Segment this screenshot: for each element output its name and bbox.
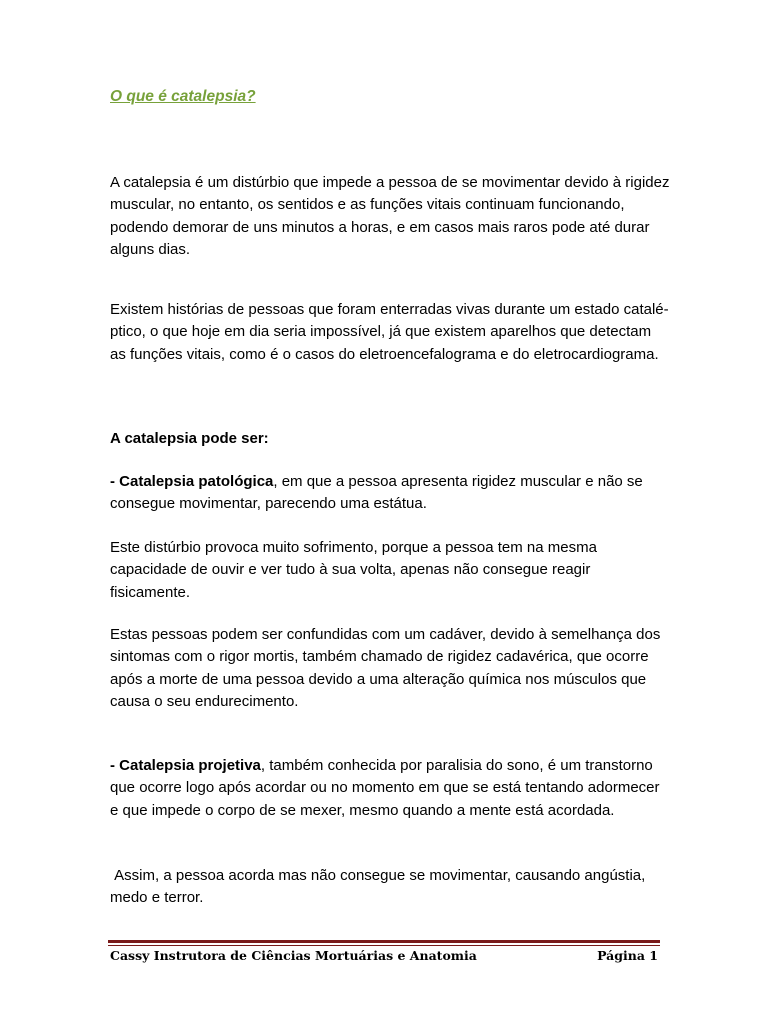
paragraph-suffering: Este distúrbio provoca muito sofrimento, porque a pessoa tem na mesma capacidade de ouvir e ver tudo à sua volta, apenas não consegue reagir fisicamente. — [110, 539, 597, 601]
footer-page-number: Página 1 — [597, 948, 658, 963]
paragraph-history: Existem histórias de pessoas que foram enterradas vivas durante um estado cataléptico, o que hoje em dia seria impossível, já que existem aparelhos que detectam as funções vitais, como é o casos do eletroencefalograma e do eletrocardiograma. — [110, 301, 669, 363]
subheading-types — [110, 428, 670, 450]
footer-rule-thick — [108, 940, 660, 943]
paragraph-rigor-mortis: Estas pessoas podem ser confundidas com um cadáver, devido à semelhança dos sintomas com o rigor mortis, também chamado de rigidez cadavérica, que ocorre após a morte de uma pessoa devido a uma alteração química nos músculos que causa o seu endurecimento. — [110, 626, 661, 710]
footer-author: Cassy Instrutora de Ciências Mortuárias e Anatomia — [110, 948, 477, 963]
subheading-text: A catalepsia pode ser: — [110, 430, 269, 447]
paragraph-symptoms: Assim, a pessoa acorda mas não consegue se movimentar, causando angústia, medo e terror. — [110, 867, 650, 907]
footer-rule-thin — [108, 945, 660, 946]
term-projective: - Catalepsia projetiva — [110, 757, 261, 774]
paragraph-projective — [110, 755, 670, 822]
term-pathological: - Catalepsia patológica — [110, 473, 274, 490]
pathological-description: , em que a pessoa apresenta rigidez muscular e não se consegue movimentar, parecendo uma estátua. — [110, 473, 643, 513]
document-heading: O que é catalepsia? — [110, 88, 256, 105]
projective-description: , também conhecida por paralisia do sono, é um transtorno que ocorre logo após acordar ou no momento em que se está tentando adormecer e que impede o corpo de se mexer, mesmo quando a mente está acordada. — [110, 757, 660, 819]
page-footer — [110, 948, 658, 963]
paragraph-pathological — [110, 471, 670, 516]
paragraph-definition: A catalepsia é um distúrbio que impede a pessoa de se movimentar devido à rigidez muscular, no entanto, os sentidos e as funções vitais continuam funcionando, podendo demorar de uns minutos a horas, e em casos mais raros pode até durar alguns dias. — [110, 174, 670, 258]
